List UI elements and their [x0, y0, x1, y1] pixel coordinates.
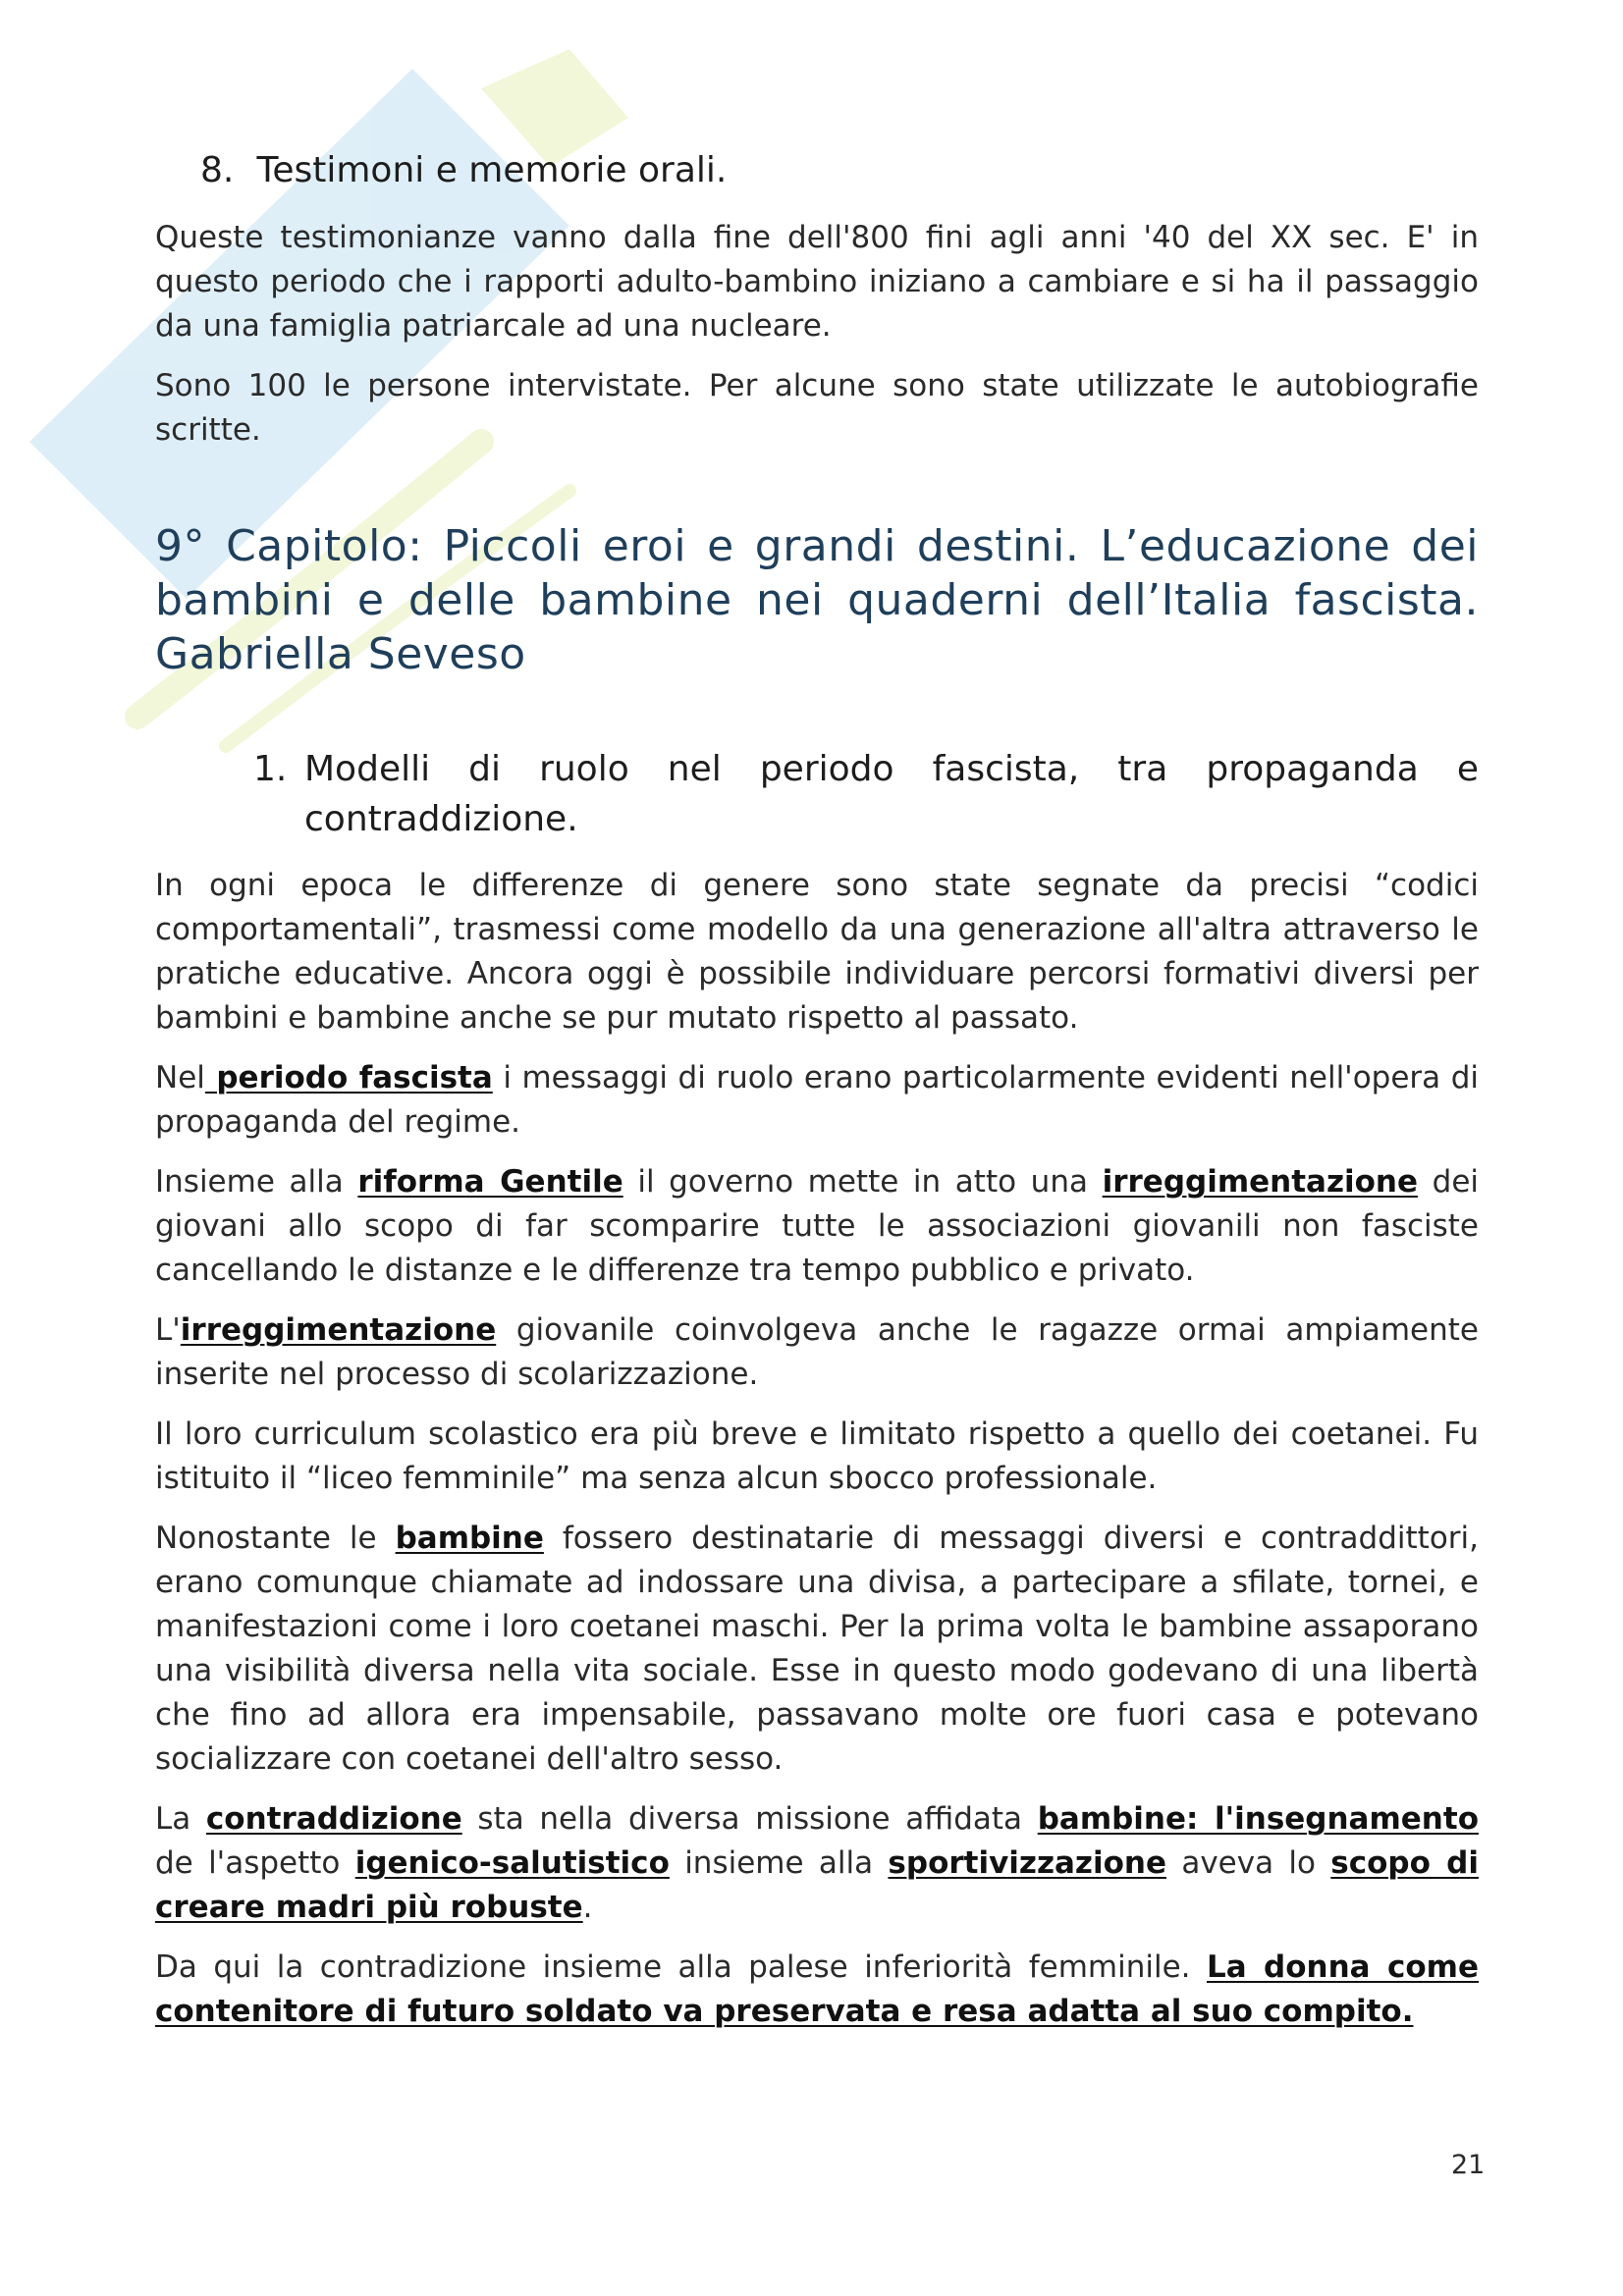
section-8-number: 8. [200, 150, 235, 190]
keyword-irreggimentazione-2: irreggimentazione [180, 1312, 497, 1348]
keyword-scopo-madri-robuste: scopo di creare madri più robuste [155, 1845, 1479, 1925]
section-8-paragraph-2: Sono 100 le persone intervistate. Per alcune sono state utilizzate le autobiografie scritte. [155, 368, 1479, 448]
subsection-1-title: Modelli di ruolo nel periodo fascista, tra propaganda e contraddizione. [304, 749, 1479, 839]
subsection-1-number: 1. [253, 749, 288, 789]
section-8-title: Testimoni e memorie orali. [256, 150, 728, 190]
paragraph-irreggimentazione-giovanile: L'irreggimentazione giovanile coinvolgeva anche le ragazze ormai ampiamente inserite nel processo di scolarizzazione. [155, 1312, 1479, 1392]
subsection-1-heading [155, 744, 1479, 844]
paragraph-bambine: Nonostante le bambine fossero destinatarie di messaggi diversi e contraddittori, erano comunque chiamate ad indossare una divisa, a partecipare a sfilate, tornei, e manifestazioni come i loro coetanei maschi. Per la prima volta le bambine assaporano una visibilità diversa nella vita sociale. Esse in questo modo godevano di una libertà che fino ad allora era impensabile, passavano molte ore fuori casa e potevano socializzare con coetanei dell'altro sesso. [155, 1521, 1479, 1777]
keyword-bambine: bambine [395, 1521, 544, 1556]
paragraph-riforma-gentile: Insieme alla riforma Gentile il governo mette in atto una irreggimentazione dei giovani allo scopo di far scomparire tutte le associazioni giovanili non fasciste cancellando le distanze e le differenze tra tempo pubblico e privato. [155, 1164, 1480, 1288]
section-8-heading [200, 147, 1479, 194]
paragraph-inferiorita-femminile: Da qui la contradizione insieme alla palese inferiorità femminile. La donna come contenitore di futuro soldato va preservata e resa adatta al suo compito. [155, 1949, 1479, 2029]
paragraph-codici-comportamentali: In ogni epoca le differenze di genere sono state segnate da precisi “codici comportamentali”, trasmessi come modello da una generazione all'altra attraverso le pratiche educative. Ancora oggi è possibile individuare percorsi formativi diversi per bambini e bambine anche se pur mutato rispetto al passato. [155, 868, 1479, 1036]
keyword-irreggimentazione: irreggimentazione [1102, 1164, 1419, 1200]
document-page [155, 147, 1479, 2034]
keyword-donna-contenitore: La donna come contenitore di futuro soldato va preservata e resa adatta al suo compito. [155, 1949, 1479, 2029]
keyword-contraddizione: contraddizione [205, 1801, 462, 1837]
paragraph-contraddizione: La contraddizione sta nella diversa missione affidata bambine: l'insegnamento de l'aspetto igenico-salutistico insieme alla sportivizzazione aveva lo scopo di creare madri più robuste. [155, 1801, 1479, 1925]
keyword-igenico-salutistico: igenico-salutistico [354, 1845, 670, 1881]
keyword-sportivizzazione: sportivizzazione [888, 1845, 1166, 1881]
paragraph-curriculum-scolastico: Il loro curriculum scolastico era più breve e limitato rispetto a quello dei coetanei. Fu istituito il “liceo femminile” ma senza alcun sbocco professionale. [155, 1416, 1479, 1496]
keyword-insegnamento: bambine: l'insegnamento [1037, 1801, 1479, 1837]
chapter-9-title: 9° Capitolo: Piccoli eroi e grandi destini. L’educazione dei bambini e delle bambine nei quaderni dell’Italia fascista. Gabriella Seveso [155, 521, 1479, 679]
section-8-paragraph-1: Queste testimonianze vanno dalla fine dell'800 fini agli anni '40 del XX sec. E' in questo periodo che i rapporti adulto-bambino iniziano a cambiare e si ha il passaggio da una famiglia patriarcale ad una nucleare. [155, 220, 1479, 344]
keyword-periodo-fascista: periodo fascista [204, 1060, 493, 1095]
paragraph-periodo-fascista: Nel periodo fascista i messaggi di ruolo erano particolarmente evidenti nell'opera di propaganda del regime. [155, 1060, 1479, 1140]
keyword-riforma-gentile: riforma Gentile [357, 1164, 623, 1200]
page-number: 21 [1451, 2150, 1486, 2180]
